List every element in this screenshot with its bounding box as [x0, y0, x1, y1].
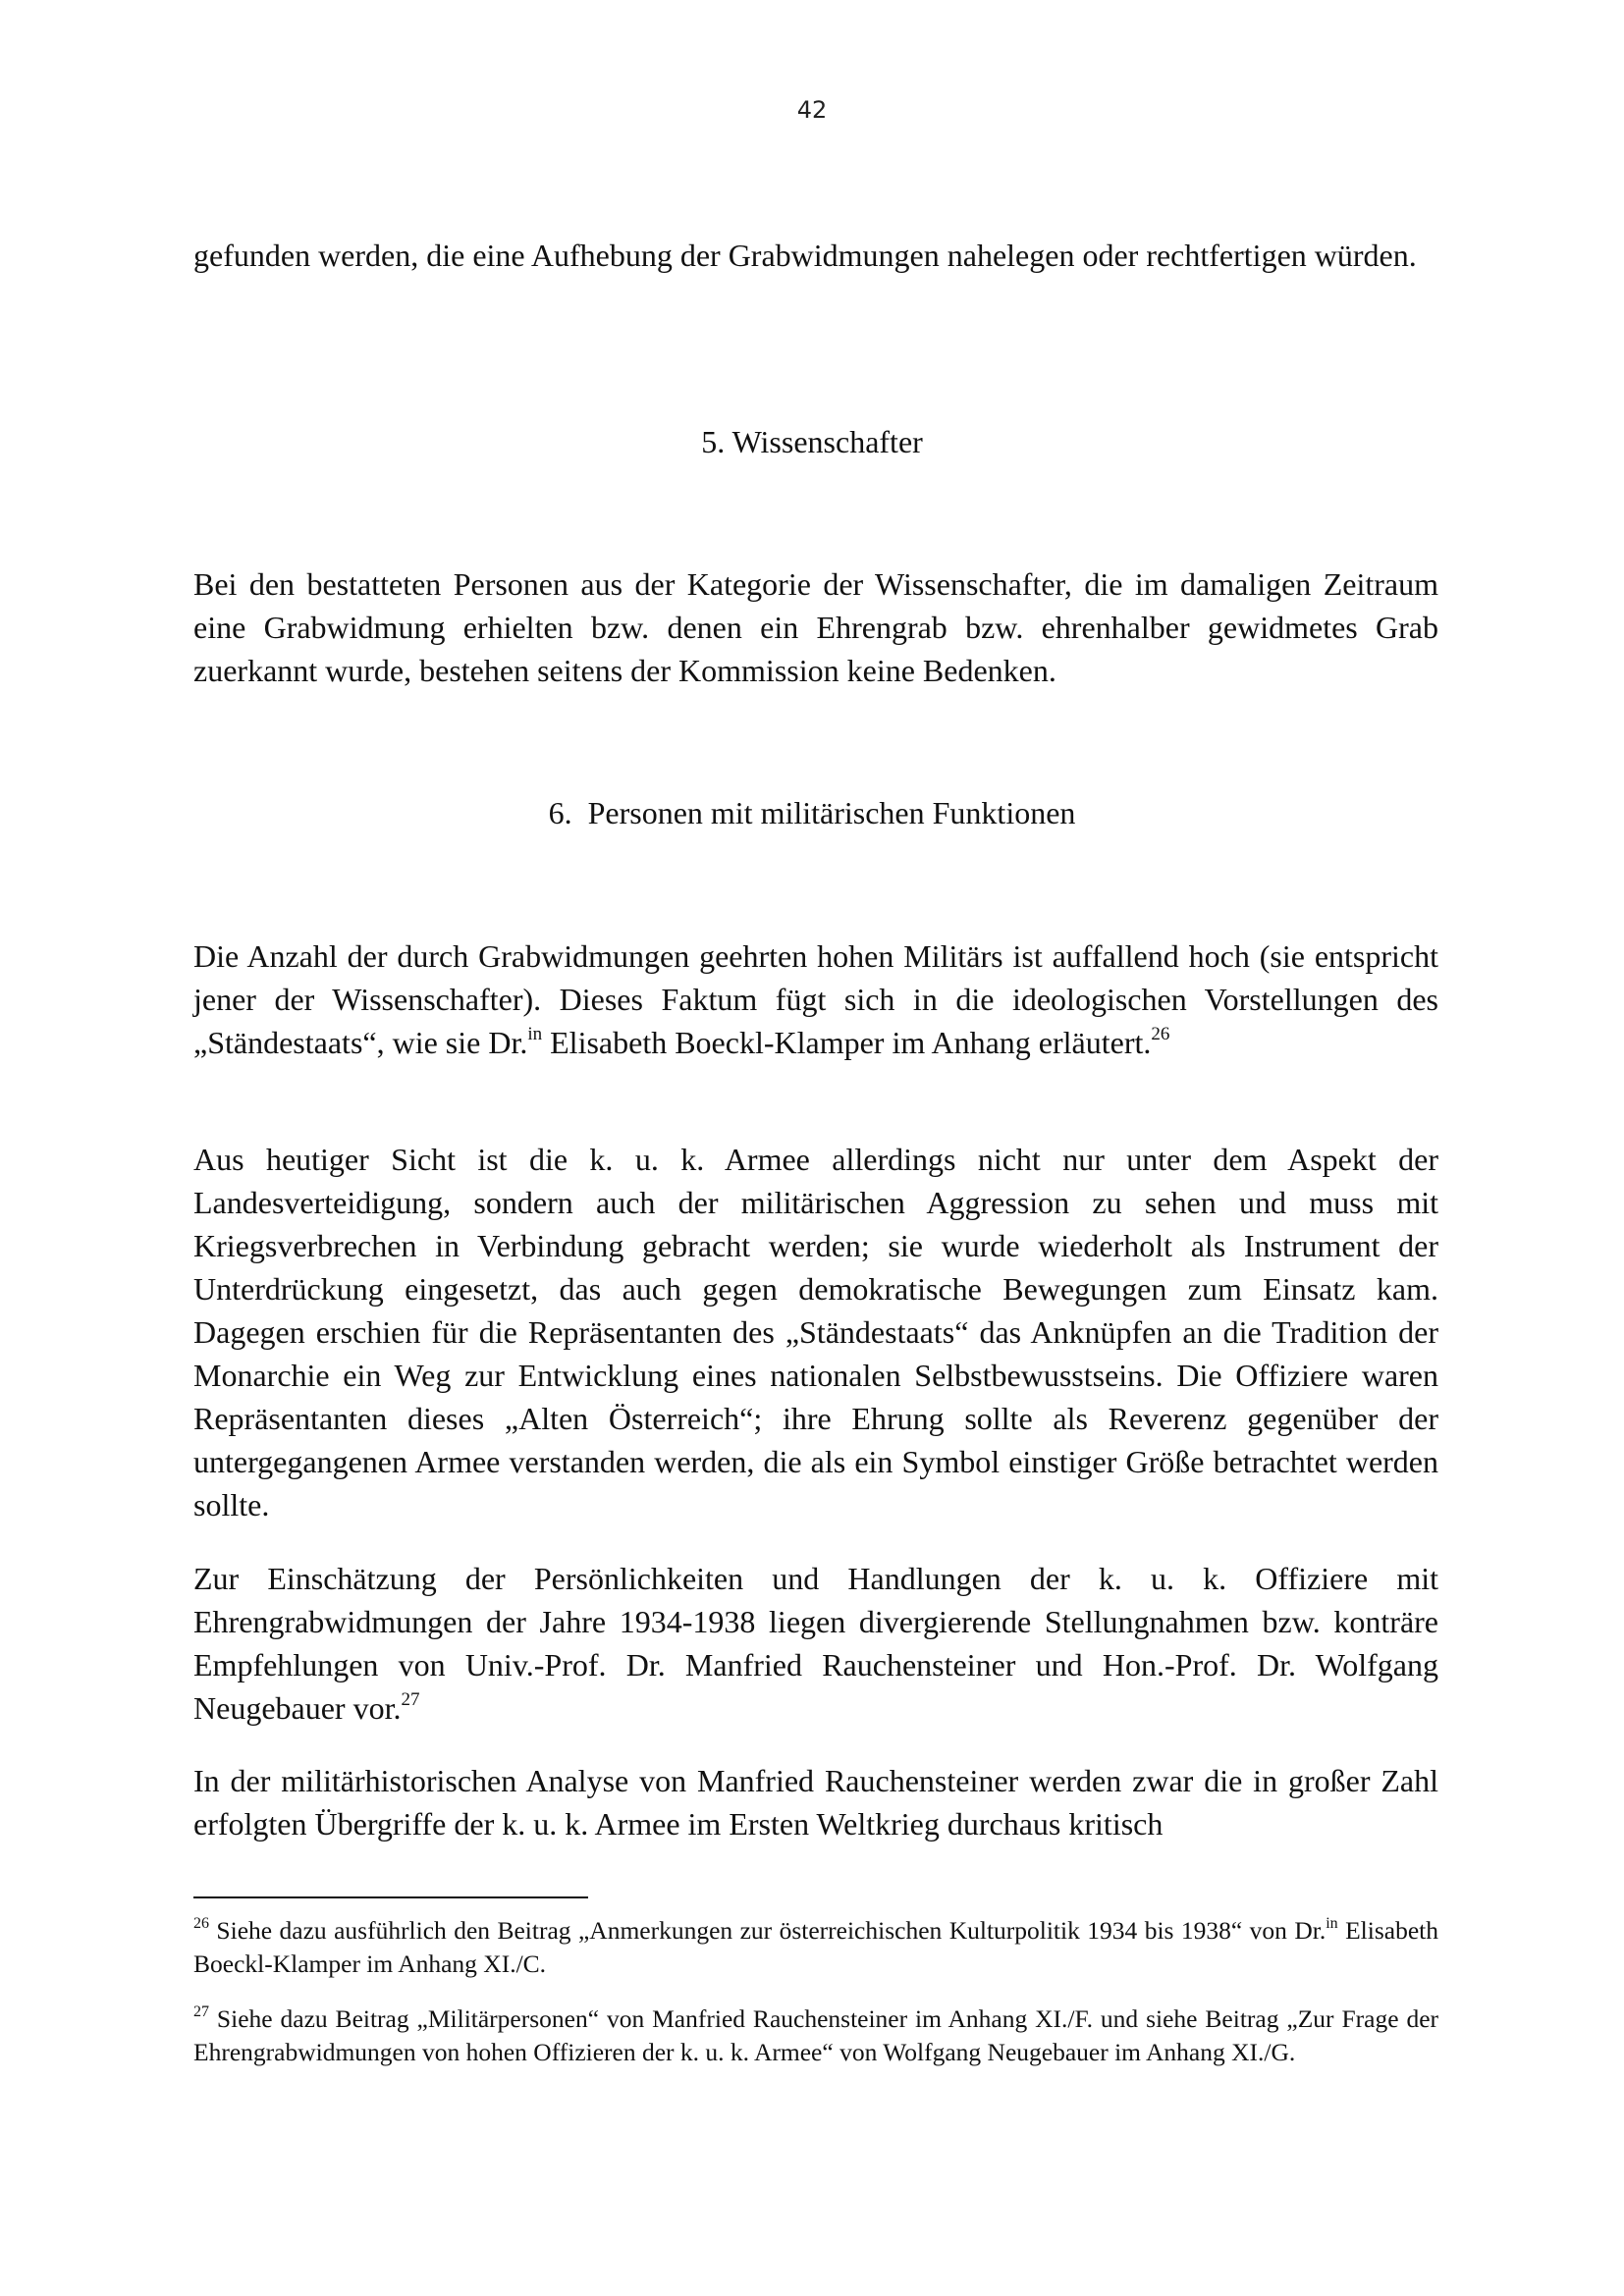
footnote-27 [193, 2002, 1438, 2069]
footnote-ref-26[interactable]: 26 [1151, 1024, 1170, 1044]
paragraph-militaers [193, 934, 1438, 1064]
footnote-ref-27[interactable]: 27 [401, 1689, 420, 1710]
paragraph-continuation: gefunden werden, die eine Aufhebung der Grabwidmungen nahelegen oder rechtfertigen würden. [193, 238, 1417, 273]
paragraph-text: Elisabeth Boeckl-Klamper im Anhang erläutert. [542, 1025, 1152, 1060]
page-number: 42 [796, 96, 828, 124]
superscript-in: in [1326, 1915, 1338, 1932]
footnote-separator [193, 1896, 588, 1898]
superscript-in: in [527, 1024, 543, 1044]
footnote-text: Siehe dazu ausführlich den Beitrag „Anmerkungen zur österreichischen Kulturpolitik 1934 bis 1938“ von Dr. [209, 1916, 1326, 1945]
footnote-number: 27 [193, 2003, 209, 2020]
paragraph-text: Zur Einschätzung der Persönlichkeiten und Handlungen der k. u. k. Offiziere mit Ehrengrabwidmungen der Jahre 1934-1938 liegen divergierende Stellungnahmen bzw. konträre Empfehlungen von Univ.-Prof. Dr. Manfried Rauchensteiner und Hon.-Prof. Dr. Wolfgang Neugebauer vor. [193, 1561, 1438, 1726]
footnote-26 [193, 1914, 1438, 1981]
paragraph-text: Die Anzahl der durch Grabwidmungen geehrten hohen Militärs ist auffallend hoch (sie entspricht jener der Wissenschafter). Dieses Faktum fügt sich in die ideologischen Vorstellungen des „Ständestaats“, wie sie Dr. [193, 938, 1438, 1060]
footnote-text: Elisabeth Boeckl-Klamper im Anhang XI./C. [193, 1916, 1438, 1978]
paragraph-armee: Aus heutiger Sicht ist die k. u. k. Armee allerdings nicht nur unter dem Aspekt der Landesverteidigung, sondern auch der militärischen Aggression zu sehen und muss mit Kriegsverbrechen in Verbindung gebracht werden; sie wurde wiederholt als Instrument der Unterdrückung eingesetzt, das auch gegen demokratische Bewegungen zum Einsatz kam. Dagegen erschien für die Repräsentanten des „Ständestaats“ das Anknüpfen an die Tradition der Monarchie ein Weg zur Entwicklung eines nationalen Selbstbewusstseins. Die Offiziere waren Repräsentanten dieses „Alten Österreich“; ihre Ehrung sollte als Reverenz gegenüber der untergegangenen Armee verstanden werden, die als ein Symbol einstiger Größe betrachtet werden sollte. [193, 1142, 1438, 1522]
paragraph-wissenschafter: Bei den bestatteten Personen aus der Kategorie der Wissenschafter, die im damaligen Zeitraum eine Grabwidmung erhielten bzw. denen ein Ehrengrab bzw. ehrenhalber gewidmetes Grab zuerkannt wurde, bestehen seitens der Kommission keine Bedenken. [193, 566, 1438, 688]
paragraph-analyse: In der militärhistorischen Analyse von Manfried Rauchensteiner werden zwar die in großer Zahl erfolgten Übergriffe der k. u. k. Armee im Ersten Weltkrieg durchaus kritisch [193, 1763, 1438, 1842]
footnote-text: Siehe dazu Beitrag „Militärpersonen“ von Manfried Rauchensteiner im Anhang XI./F. und siehe Beitrag „Zur Frage der Ehrengrabwidmungen von hohen Offizieren der k. u. k. Armee“ von Wolfgang Neugebauer im Anhang XI./G. [193, 2004, 1438, 2066]
section-heading-militaer: 6. Personen mit militärischen Funktionen [548, 795, 1076, 830]
section-heading-wissenschafter: 5. Wissenschafter [701, 424, 923, 459]
paragraph-einschaetzung [193, 1557, 1438, 1730]
footnote-number: 26 [193, 1915, 209, 1932]
